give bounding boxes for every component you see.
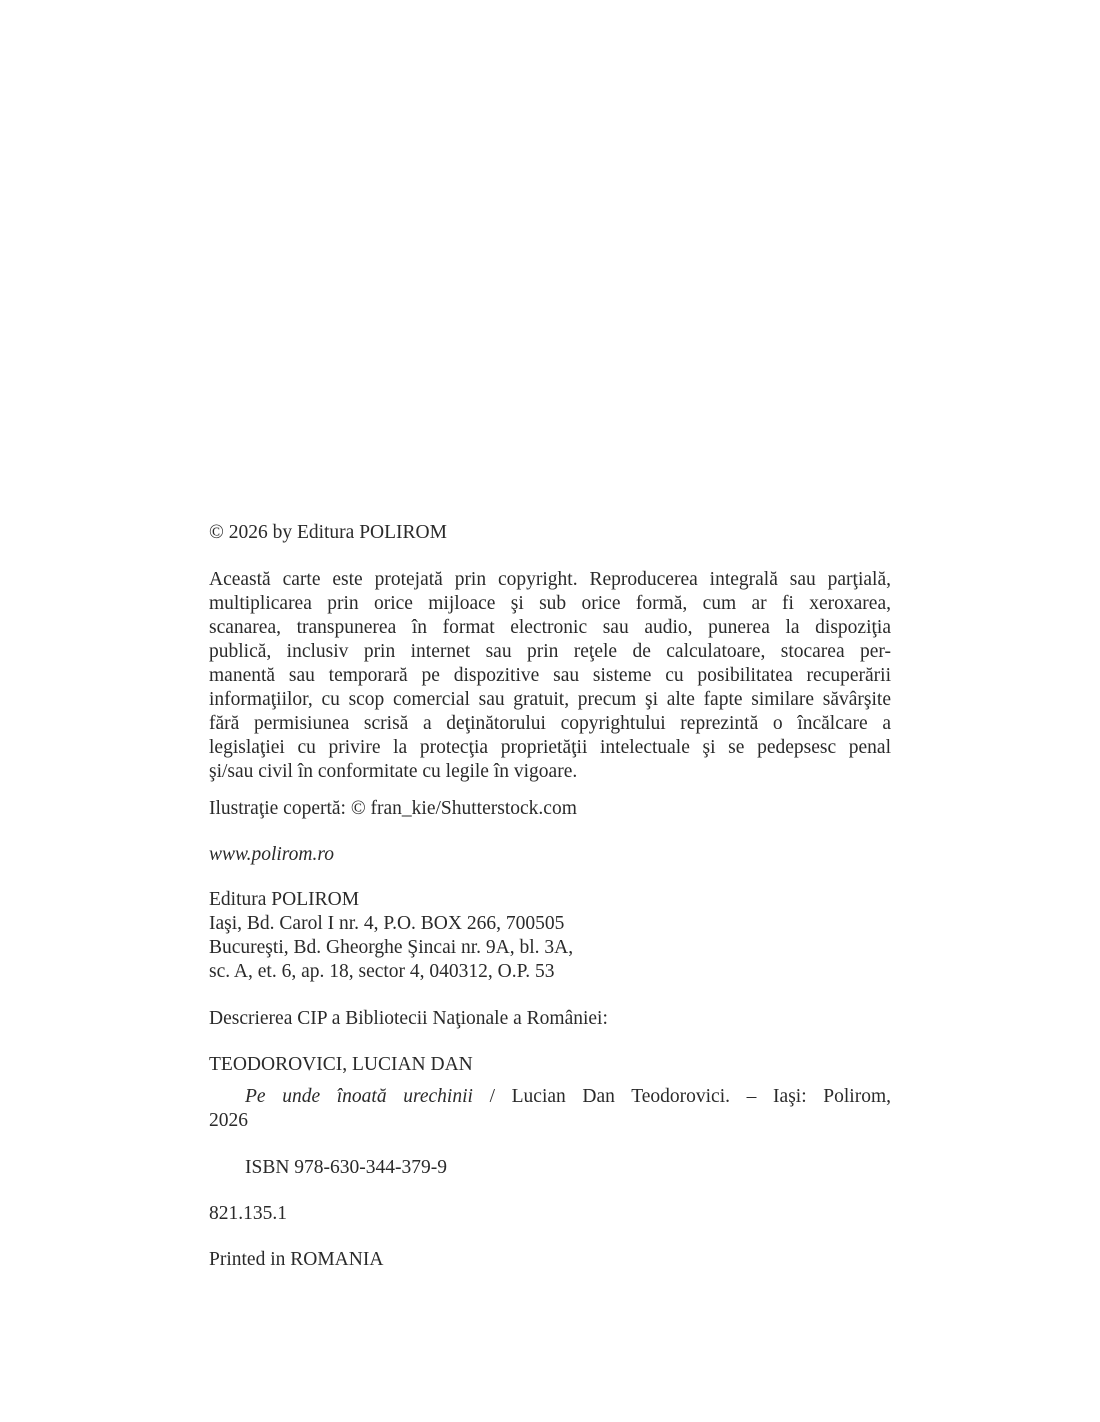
notice-line: manentă sau temporară pe dispozitive sau sisteme cu posibilitatea recuperării bbox=[209, 665, 891, 686]
copyright-line: © 2026 by Editura POLIROM bbox=[209, 522, 447, 543]
cover-credit: Ilustraţie copertă: © fran_kie/Shutterstock.com bbox=[209, 798, 577, 819]
notice-line: fără permisiunea scrisă a deţinătorului copyrightului reprezintă o încălcare a bbox=[209, 713, 891, 734]
notice-line: Această carte este protejată prin copyright. Reproducerea integrală sau parţială, bbox=[209, 569, 891, 590]
printed-in: Printed in ROMANIA bbox=[209, 1249, 384, 1270]
cip-entry-rest: / Lucian Dan Teodorovici. – Iaşi: Polirom, bbox=[472, 1086, 891, 1107]
notice-line: legislaţiei cu privire la protecţia proprietăţii intelectuale şi se pedepsesc penal bbox=[209, 737, 891, 758]
book-title: Pe unde înoată urechinii bbox=[245, 1086, 473, 1107]
cip-entry bbox=[245, 1085, 891, 1109]
cip-author: TEODOROVICI, LUCIAN DAN bbox=[209, 1054, 473, 1075]
notice-line: publică, inclusiv prin internet sau prin reţele de calculatoare, stocarea per- bbox=[209, 641, 891, 662]
isbn: ISBN 978-630-344-379-9 bbox=[245, 1157, 448, 1178]
udc-code: 821.135.1 bbox=[209, 1203, 287, 1224]
notice-line: scanarea, transpunerea în format electronic sau audio, punerea la dispoziţia bbox=[209, 617, 891, 638]
notice-line: informaţiilor, cu scop comercial sau gratuit, precum şi alte fapte similare săvârşite bbox=[209, 689, 891, 710]
notice-line: şi/sau civil în conformitate cu legile în vigoare. bbox=[209, 761, 578, 782]
notice-line: multiplicarea prin orice mijloace şi sub orice formă, cum ar fi xeroxarea, bbox=[209, 593, 891, 614]
publisher-address-line: sc. A, et. 6, ap. 18, sector 4, 040312, O.P. 53 bbox=[209, 961, 555, 982]
cip-heading: Descrierea CIP a Bibliotecii Naţionale a României: bbox=[209, 1008, 608, 1029]
publisher-address-line: Iaşi, Bd. Carol I nr. 4, P.O. BOX 266, 700505 bbox=[209, 913, 565, 934]
colophon-page bbox=[209, 0, 891, 1422]
website-link[interactable]: www.polirom.ro bbox=[209, 844, 334, 865]
publisher-address-line: Bucureşti, Bd. Gheorghe Şincai nr. 9A, bl. 3A, bbox=[209, 937, 574, 958]
cip-year: 2026 bbox=[209, 1110, 248, 1131]
publisher-name: Editura POLIROM bbox=[209, 889, 360, 910]
